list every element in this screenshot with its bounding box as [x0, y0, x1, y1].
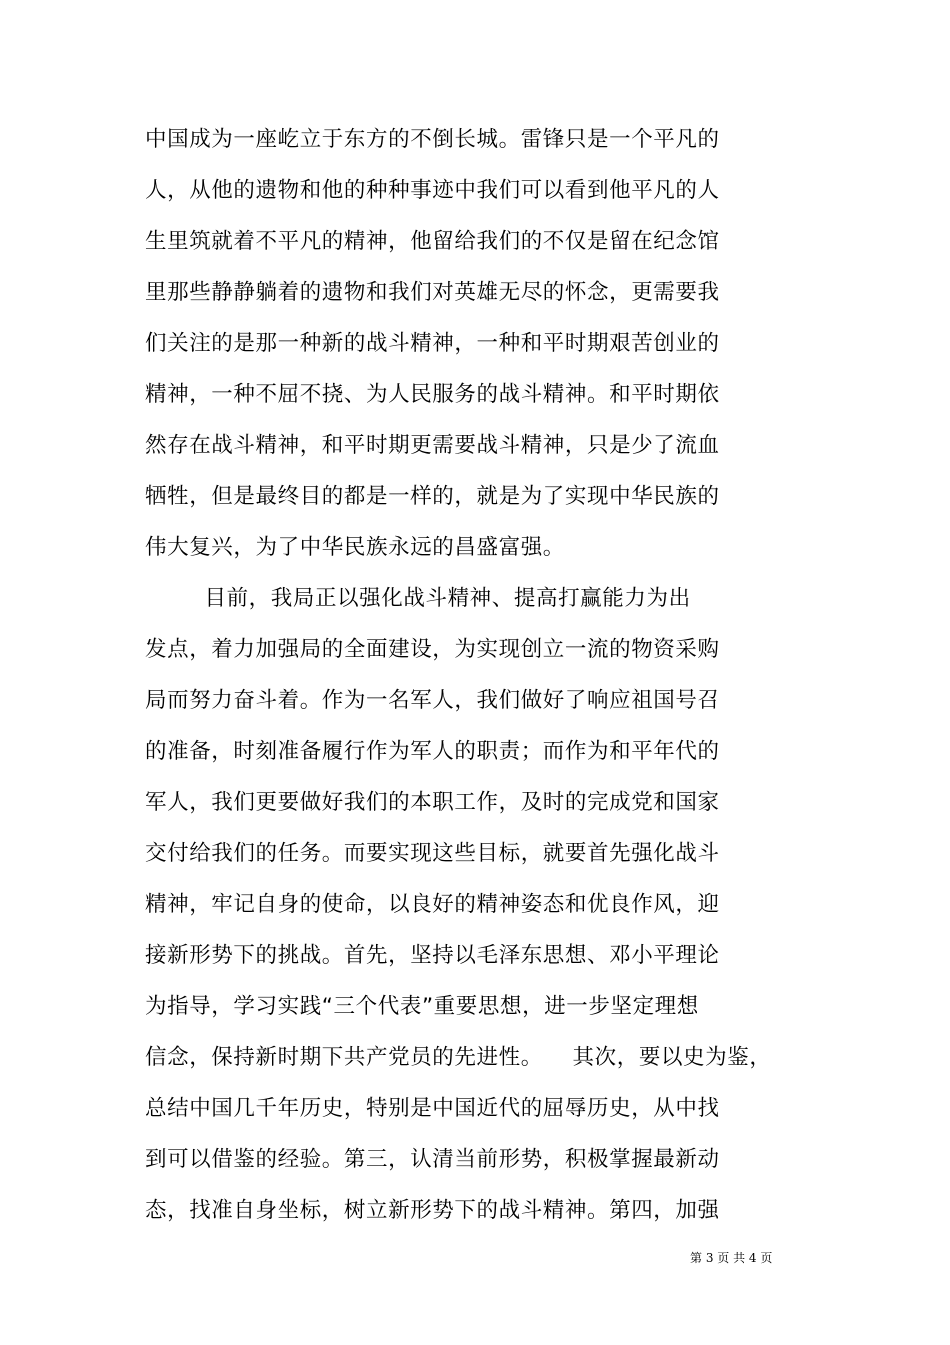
text-line: 目前，我局正以强化战斗精神、提高打赢能力为出 [145, 586, 691, 611]
text-line: 发点，着力加强局的全面建设，为实现创立一流的物资采购 [145, 637, 720, 662]
text-line: 人，从他的遗物和他的种种事迹中我们可以看到他平凡的人 [145, 178, 720, 203]
body-text [145, 118, 805, 1240]
text-line: 总结中国几千年历史，特别是中国近代的屈辱历史，从中找 [145, 1096, 720, 1121]
text-line: 精神，牢记自身的使命，以良好的精神姿态和优良作风，迎 [145, 892, 720, 917]
text-line: 牺牲，但是最终目的都是一样的，就是为了实现中华民族的 [145, 484, 720, 509]
text-line: 伟大复兴，为了中华民族永远的昌盛富强。 [145, 535, 565, 560]
text-line: 里那些静静躺着的遗物和我们对英雄无尽的怀念，更需要我 [145, 280, 720, 305]
text-line: 精神，一种不屈不挠、为人民服务的战斗精神。和平时期依 [145, 382, 720, 407]
text-line: 局而努力奋斗着。作为一名军人，我们做好了响应祖国号召 [145, 688, 720, 713]
text-line: 军人，我们更要做好我们的本职工作，及时的完成党和国家 [145, 790, 720, 815]
text-line: 为指导，学习实践“三个代表”重要思想，进一步坚定理想 [145, 994, 699, 1019]
text-line: 的准备，时刻准备履行作为军人的职责；而作为和平年代的 [145, 739, 720, 764]
text-line: 交付给我们的任务。而要实现这些目标，就要首先强化战斗 [145, 841, 720, 866]
text-line: 中国成为一座屹立于东方的不倒长城。雷锋只是一个平凡的 [145, 127, 720, 152]
text-line: 们关注的是那一种新的战斗精神，一种和平时期艰苦创业的 [145, 331, 720, 356]
text-line: 生里筑就着不平凡的精神，他留给我们的不仅是留在纪念馆 [145, 229, 720, 254]
text-line: 然存在战斗精神，和平时期更需要战斗精神，只是少了流血 [145, 433, 720, 458]
text-line: 信念，保持新时期下共产党员的先进性。 其次，要以史为鉴， [145, 1045, 772, 1070]
page-number: 第 3 页 共 4 页 [690, 1251, 773, 1265]
text-line: 接新形势下的挑战。首先，坚持以毛泽东思想、邓小平理论 [145, 943, 720, 968]
text-line: 态，找准自身坐标，树立新形势下的战斗精神。第四，加强 [145, 1198, 720, 1223]
text-line: 到可以借鉴的经验。第三，认清当前形势，积极掌握最新动 [145, 1147, 720, 1172]
